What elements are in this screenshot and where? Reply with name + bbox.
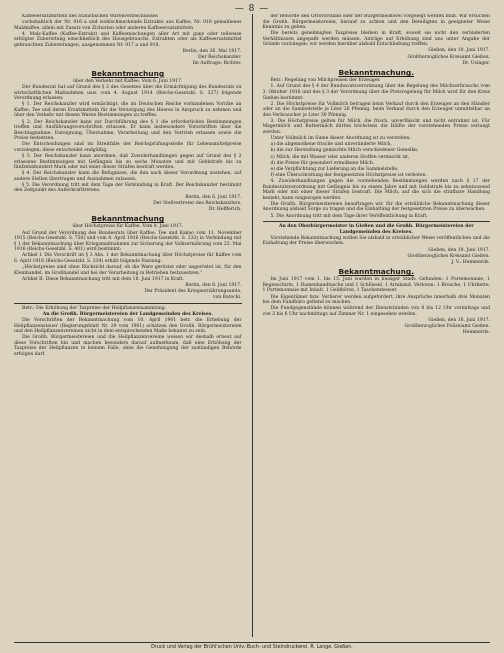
signature-line: Hemmerde. — [462, 330, 490, 336]
paragraph: c) Milch, die mit Wasser oder anderen Stoffen vermischt ist, — [270, 154, 410, 160]
signature-line: Großherzogliches Kreisamt Gießen. — [407, 54, 490, 60]
signature-line: Der Präsident des Kriegsernährungsamts. — [144, 288, 242, 294]
paragraph: Die Eigentümer bzw. Verlierer werden aufgefordert, ihre Ansprüche innerhalb drei Monaten bei dem Fundbüro geltend zu machen. — [262, 294, 490, 306]
column-divider — [252, 14, 253, 637]
paragraph: „Höchstpreise sind ohne Rücksicht darauf, ob die Ware geröstet oder ungeröstet ist, für den Kleinhandel, im Großhandel und bei der Verarbeitung in Betrieben festzusetzen.“ — [14, 265, 242, 276]
paragraph: 2. Die Höchstpreise für Vollmilch betragen beim Verkauf durch den Erzeuger an den Händler oder an die Sammelstelle je Liter 26 Pfennig, beim Verkauf durch den Erzeuger unmittelbar an den Verbraucher je Liter 30 Pfennig. — [262, 101, 490, 118]
paragraph: § 4. Der Reichskanzler kann die Befugnisse, die ihm nach dieser Verordnung zustehen, auf andere Stellen übertragen und Ausnahmen zulassen. — [14, 171, 242, 182]
signature-line: Dr. Helfferich. — [208, 206, 242, 212]
paragraph: vorbehaltlich der Nr. 916 a und wohlschmeckende Extrakte aus Kaffee, Nr. 918 gemahlenes Malzkaffee, allein mit Zusatz von Zichorien oder anderen Kaffeeersatzmitteln — [14, 20, 242, 31]
printer-imprint: Druck und Verlag der Brühl'schen Univ.-Buch- und Steindruckerei. R. Lange, Gießen. — [14, 642, 490, 650]
address-line: An den Oberbürgermeister in Gießen und die Großh. Bürgermeistereien der Landgemeinden des Kreises. — [278, 224, 474, 235]
signature-line: Großherzogliches Kreisamt Gießen. — [407, 253, 490, 259]
paragraph: a) die abgemolkene frische und unveränderte Milch, — [270, 142, 392, 148]
paragraph: 4. Malz-Kaffee (Kaffee-Extrakt) und Kaffeemischungen aller Art mit ganz oder teilweise erfolgter Zubereitung einschließlich des Hausgebrauchs, Extrakten oder als Kaffeeersatzmittel gebrauchten Zubereitungen, ausgenommen Nr. 917 a und 918. — [14, 31, 242, 48]
signature-line: Gießen, den 19. Juni 1917. — [428, 247, 490, 253]
paragraph: 1. Auf Grund des § 4 der Bundesratsverordnung über die Regelung des Milchverbrauchs vom 3. Oktober 1916 und des § 3 der Verordnung über die Preisregelung für Milch wird für den Kreis Gießen bestimmt: — [262, 84, 490, 101]
signature-line: Großherzogliches Polizeiamt Gießen. — [404, 324, 490, 330]
paragraph: f) eine Überschreitung der festgesetzten Höchstpreise ist verboten. — [270, 172, 427, 178]
paragraph: Der Bundesrat hat auf Grund des § 3 des Gesetzes über die Ermächtigung des Bundesrats zu wirtschaftlichen Maßnahmen usw. vom 4. August 1914 (Reichs-Gesetzbl. S. 327) folgende Verordnung erlassen: — [14, 85, 242, 102]
paragraph: Artikel II. Diese Bekanntmachung tritt mit dem 18. Juni 1917 in Kraft. — [22, 276, 185, 282]
notice-heading: Bekanntmachung — [91, 214, 165, 224]
paragraph: Kaffeeersatzmitteln des Statistischen Warenverzeichnisses — [22, 14, 158, 19]
paragraph: 3. Die Höchstpreise gelten für Milch, die frisch, unverfälscht und nicht entrahmt ist. Für Magermilch und Buttermilch dürfen höchstens die Hälfte der vorstehenden Preise verlangt werden. — [262, 118, 490, 135]
paragraph: 4. Zuwiderhandlungen gegen die vorstehenden Bestimmungen werden nach § 17 der Bundesratsverordnung mit Gefängnis bis zu einem Jahre und mit Geldstrafe bis zu zehntausend Mark oder mit einer dieser Strafen bestraft. Die Milch, auf die sich die strafbare Handlung bezieht, kann eingezogen werden. — [262, 179, 490, 201]
paragraph: d) die Preise für gesondert ermolkene Milch, — [270, 160, 375, 166]
paragraph: 5. Die Anordnung tritt mit dem Tage ihrer Veröffentlichung in Kraft. — [270, 213, 428, 219]
signature-line: Berlin, den 6. Juni 1917. — [185, 194, 242, 200]
paragraph: der Behörde den Ortsvorstand oder der Bürgermeisterei vorgelegt werden muß. Wir ersuchen die Großh. Bürgermeistereien, hierauf zu achten und den Beteiligten in geeigneter Weise Kenntnis zu geben. — [262, 14, 490, 31]
signature-line: Gießen, den 18. Juni 1917. — [428, 48, 490, 54]
notice-heading: Bekanntmachung. — [338, 68, 415, 78]
notice-heading: Bekanntmachung — [91, 68, 165, 78]
paragraph: § 5. Die Verordnung tritt mit dem Tage der Verkündung in Kraft. Der Reichskanzler bestimmt den Zeitpunkt des Außerkrafttretens. — [14, 182, 242, 194]
paragraph: Im Juni 1917 vom 1. bis 15. Juni wurden in hiesiger Stadt: Gefunden: 1 Portemonnaie, 1 Regenschirm, 1 Damenhandtasche und 1 Schlüssel, 1 Armband. Verloren: 1 Brosche, 1 Uhrkette, 1 Portemonnaie mit Inhalt, 1 Geldbörse, 1 Taschenmesser. — [262, 277, 490, 294]
paragraph: § 3. Der Reichskanzler kann anordnen, daß Zuwiderhandlungen gegen auf Grund des § 2 erlassene Bestimmungen mit Gefängnis bis zu sechs Monaten und mit Geldstrafe bis zu fünfzehnhundert Mark oder mit einer dieser Strafen bestraft werden. — [14, 153, 242, 171]
paragraph: Unter Vollmilch im Sinne dieser Anordnung ist zu verstehen: — [270, 136, 411, 142]
paragraph: Die Großh. Bürgermeistereien beauftragen wir, für die ortsübliche Bekanntmachung dieser Anordnung alsbald Sorge zu tragen und die Einhaltung der festgesetzten Preise zu überwachen. — [262, 201, 490, 213]
signature-line: Der Stellvertreter des Reichskanzlers. — [153, 200, 242, 206]
paragraph: e) die Verpflichtung zur Lieferung an die Sammelstelle, — [270, 166, 399, 172]
signature-line: Gießen, den 16. Juni 1917. — [428, 317, 490, 323]
signature-line: Berlin, den 8. Juni 1917. — [185, 282, 242, 288]
paragraph: Betr.: Regelung von Milchpreisen der Erzeuger. — [270, 78, 381, 84]
signature-line: J. V.: Hemmerde. — [451, 259, 490, 265]
paragraph: Auf Grund der Verordnung des Bundesrats über Kaffee, Tee und Kakao vom 11. November 1915 (Reichs-Gesetzbl. S. 750) und vom 4. April 1916 (Reichs-Gesetzbl. S. 233) in Verbindung mit § 1 der Bekanntmachung über Kriegsmaßnahmen zur Sicherung der Volksernährung vom 22. Mai 1916 (Reichs-Gesetzbl. S. 401) wird bestimmt: — [14, 230, 242, 253]
columns — [14, 14, 490, 637]
paragraph: Vorstehende Bekanntmachung wollen Sie alsbald in ortsüblicher Weise veröffentlichen und die Einhaltung der Preise überwachen. — [262, 235, 490, 247]
signature-line: Berlin, den 26. Mai 1917. — [182, 49, 242, 55]
paragraph: Die Großh. Bürgermeistereien und die Heilpflanzenvereine weisen wir deshalb erneut auf diese Vorschriften hin und machen besonders darauf aufmerksam, daß eine Erhöhung der Taxpreise der Heilpflanzen in keinem Falle, ohne die Genehmigung der zuständigen Behörde erfolgen darf. — [14, 335, 242, 357]
paragraph: Die Vorschriften der Bekanntmachung vom 10. April 1901 betr. die Erhebung der Heilpflanzensteuer (Regierungsblatt Nr. 29 vom 1901) schätzen den Großh. Bürgermeistereien und den Heilpflanzenvereinen nicht in dem entsprechenden Maße bekannt zu sein. — [14, 317, 242, 335]
signature-line: Im Auftrage: Richter. — [192, 61, 242, 67]
separator-rule — [14, 303, 242, 304]
address-line: An die Großh. Bürgermeistereien der Landgemeinden des Kreises. — [42, 311, 213, 317]
paragraph: Die Entscheidungen sind im Streitfalle der Reichsprüfungsstelle für Lebensmittelpreise vorzulegen; diese entscheidet endgültig. — [14, 142, 242, 153]
subtitle: über Höchstpreise für Kaffee. Vom 8. Juni 1917. — [72, 224, 184, 230]
signature-line: Der Reichskanzler. — [198, 55, 242, 61]
separator-rule — [263, 221, 491, 222]
paragraph: b) die zur Herstellung gemischte Milch verschiedener Gemelke, — [270, 148, 419, 154]
paragraph: Betr.: Die Erhöhung der Taxpreise der Heilpflanzensammlung. — [22, 305, 167, 311]
paragraph: § 1. Der Reichskanzler wird ermächtigt, die im Deutschen Reiche vorhandenen Vorräte an Kaffee, Tee und deren Ersatzmitteln für die Versorgung des Heeres in Anspruch zu nehmen und über den Verkehr mit diesen Waren Bestimmungen zu treffen. — [14, 102, 242, 119]
signature-line: Dr. Usinger. — [462, 60, 490, 66]
paragraph: Artikel I. Die Vorschrift im § 3 Abs. 1 der Bekanntmachung über Höchstpreise für Kaffee vom 6. April 1916 (Reichs-Gesetzbl. S. 234) erhält folgende Fassung: — [14, 253, 242, 264]
signature-line: von Batocki. — [213, 295, 242, 301]
subtitle: über den Verkehr mit Kaffee. Vom 6. Juni 1917. — [73, 78, 183, 84]
notice-heading: Bekanntmachung. — [338, 267, 415, 277]
paragraph: Die Fundgegenstände können während der Dienststunden von 8 bis 12 Uhr vormittags und von 3 bis 6 Uhr nachmittags auf Zimmer Nr. 1 eingesehen werden. — [262, 306, 490, 317]
right-column — [263, 14, 491, 637]
paragraph: Die bereits genehmigten Taxpreise bleiben in Kraft, soweit sie nicht den veränderten Verhältnissen angepaßt werden müssen. Anträge auf Erhöhung sind uns unter Angabe der Gründe vorzulegen; wir werden hierüber alsbald Entschließung treffen. — [262, 31, 490, 48]
page-number: — 8 — — [234, 4, 270, 14]
paragraph: § 2. Der Reichskanzler kann zur Durchführung des § 1 die erforderlichen Bestimmungen treffen und Ausführungsvorschriften erlassen. Er kann insbesondere Vorschriften über die Beschlagnahme, Enteignung, Übernahme, Verarbeitung und den Vertrieb erlassen sowie die Preise festsetzen. — [14, 119, 242, 142]
left-column — [14, 14, 242, 637]
